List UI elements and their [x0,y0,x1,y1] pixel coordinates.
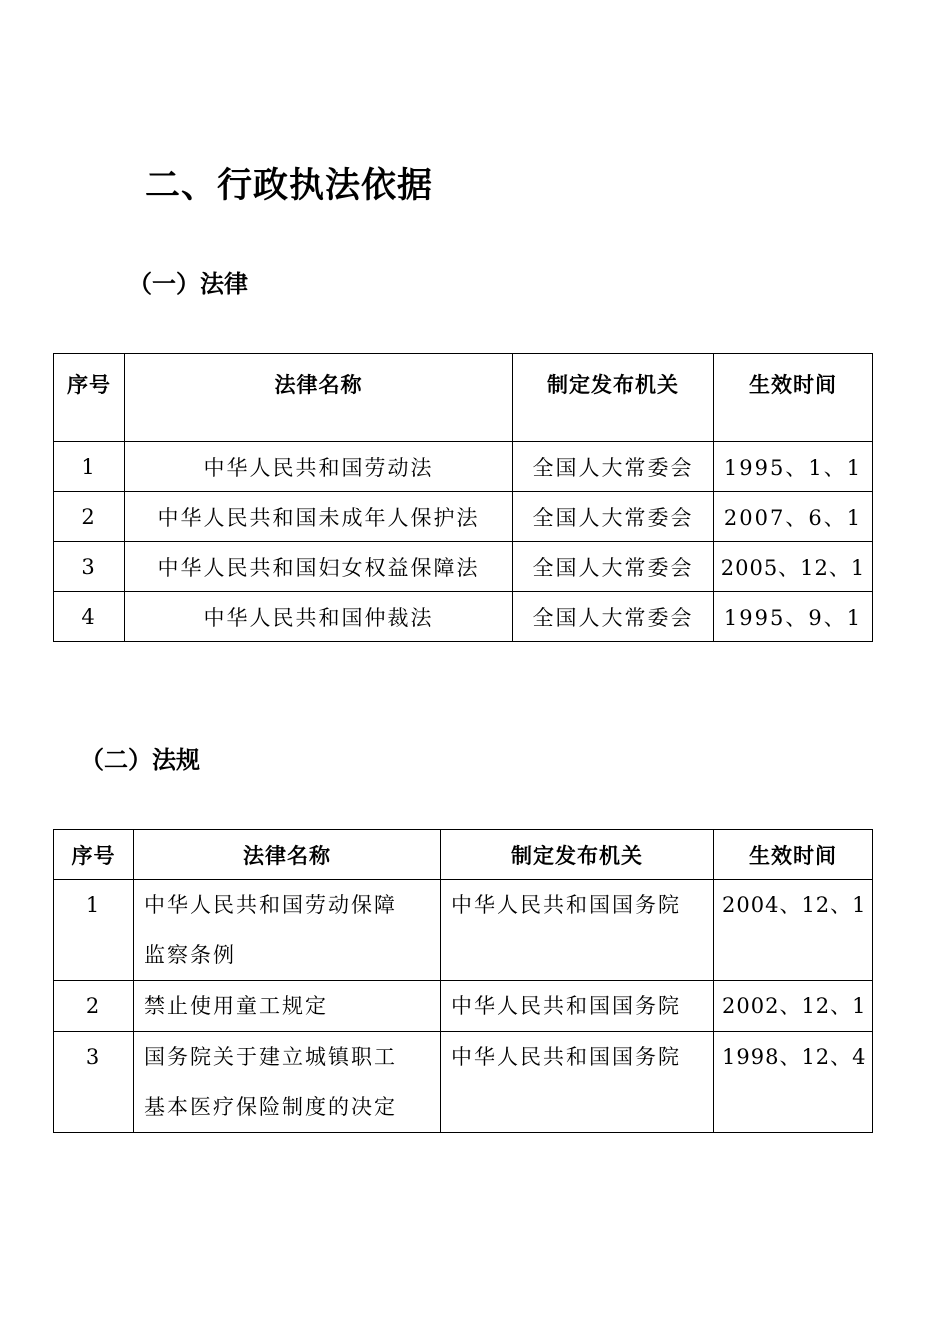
row-regulation-name [134,880,441,981]
row-authority: 全国人大常委会 [513,592,714,642]
table-row [54,492,873,542]
table-header-row [54,354,873,442]
table-row [54,542,873,592]
row-authority: 全国人大常委会 [513,492,714,542]
table-row [54,1032,873,1133]
row-date: 2002、12、1 [714,981,873,1032]
row-regulation-name [134,1032,441,1133]
name-line: 基本医疗保险制度的决定 [144,1095,397,1119]
row-index: 3 [54,1032,134,1133]
row-index: 1 [54,880,134,981]
header-authority: 制定发布机关 [513,354,714,442]
table-header-row [54,830,873,880]
section-title-laws: （一）法律 [128,270,248,298]
header-effective-date: 生效时间 [714,830,873,880]
row-authority: 中华人民共和国国务院 [441,1032,714,1133]
row-authority: 中华人民共和国国务院 [441,880,714,981]
header-index: 序号 [54,830,134,880]
header-name: 法律名称 [125,354,513,442]
header-effective-date: 生效时间 [714,354,873,442]
name-line: 中华人民共和国劳动保障 [144,893,397,917]
row-index: 2 [54,492,125,542]
row-date: 2007、6、1 [714,492,873,542]
page-heading: 二、行政执法依据 [145,166,434,206]
table-row [54,442,873,492]
row-law-name: 中华人民共和国未成年人保护法 [125,492,513,542]
row-date: 2005、12、1 [714,542,873,592]
row-law-name: 中华人民共和国妇女权益保障法 [125,542,513,592]
row-date: 1998、12、4 [714,1032,873,1133]
table-row [54,981,873,1032]
regulations-table [53,829,873,1133]
laws-table [53,353,873,642]
name-line: 监察条例 [144,943,236,967]
section-title-regulations: （二）法规 [80,746,200,774]
row-regulation-name [134,981,441,1032]
row-index: 1 [54,442,125,492]
row-date: 1995、1、1 [714,442,873,492]
name-line: 国务院关于建立城镇职工 [144,1045,397,1069]
row-authority: 全国人大常委会 [513,542,714,592]
header-name: 法律名称 [134,830,441,880]
row-index: 4 [54,592,125,642]
name-line: 禁止使用童工规定 [144,994,328,1018]
table-row [54,592,873,642]
header-index: 序号 [54,354,125,442]
row-date: 2004、12、1 [714,880,873,981]
row-law-name: 中华人民共和国仲裁法 [125,592,513,642]
row-authority: 全国人大常委会 [513,442,714,492]
row-authority: 中华人民共和国国务院 [441,981,714,1032]
row-index: 3 [54,542,125,592]
row-law-name: 中华人民共和国劳动法 [125,442,513,492]
header-authority: 制定发布机关 [441,830,714,880]
table-row [54,880,873,981]
row-index: 2 [54,981,134,1032]
row-date: 1995、9、1 [714,592,873,642]
